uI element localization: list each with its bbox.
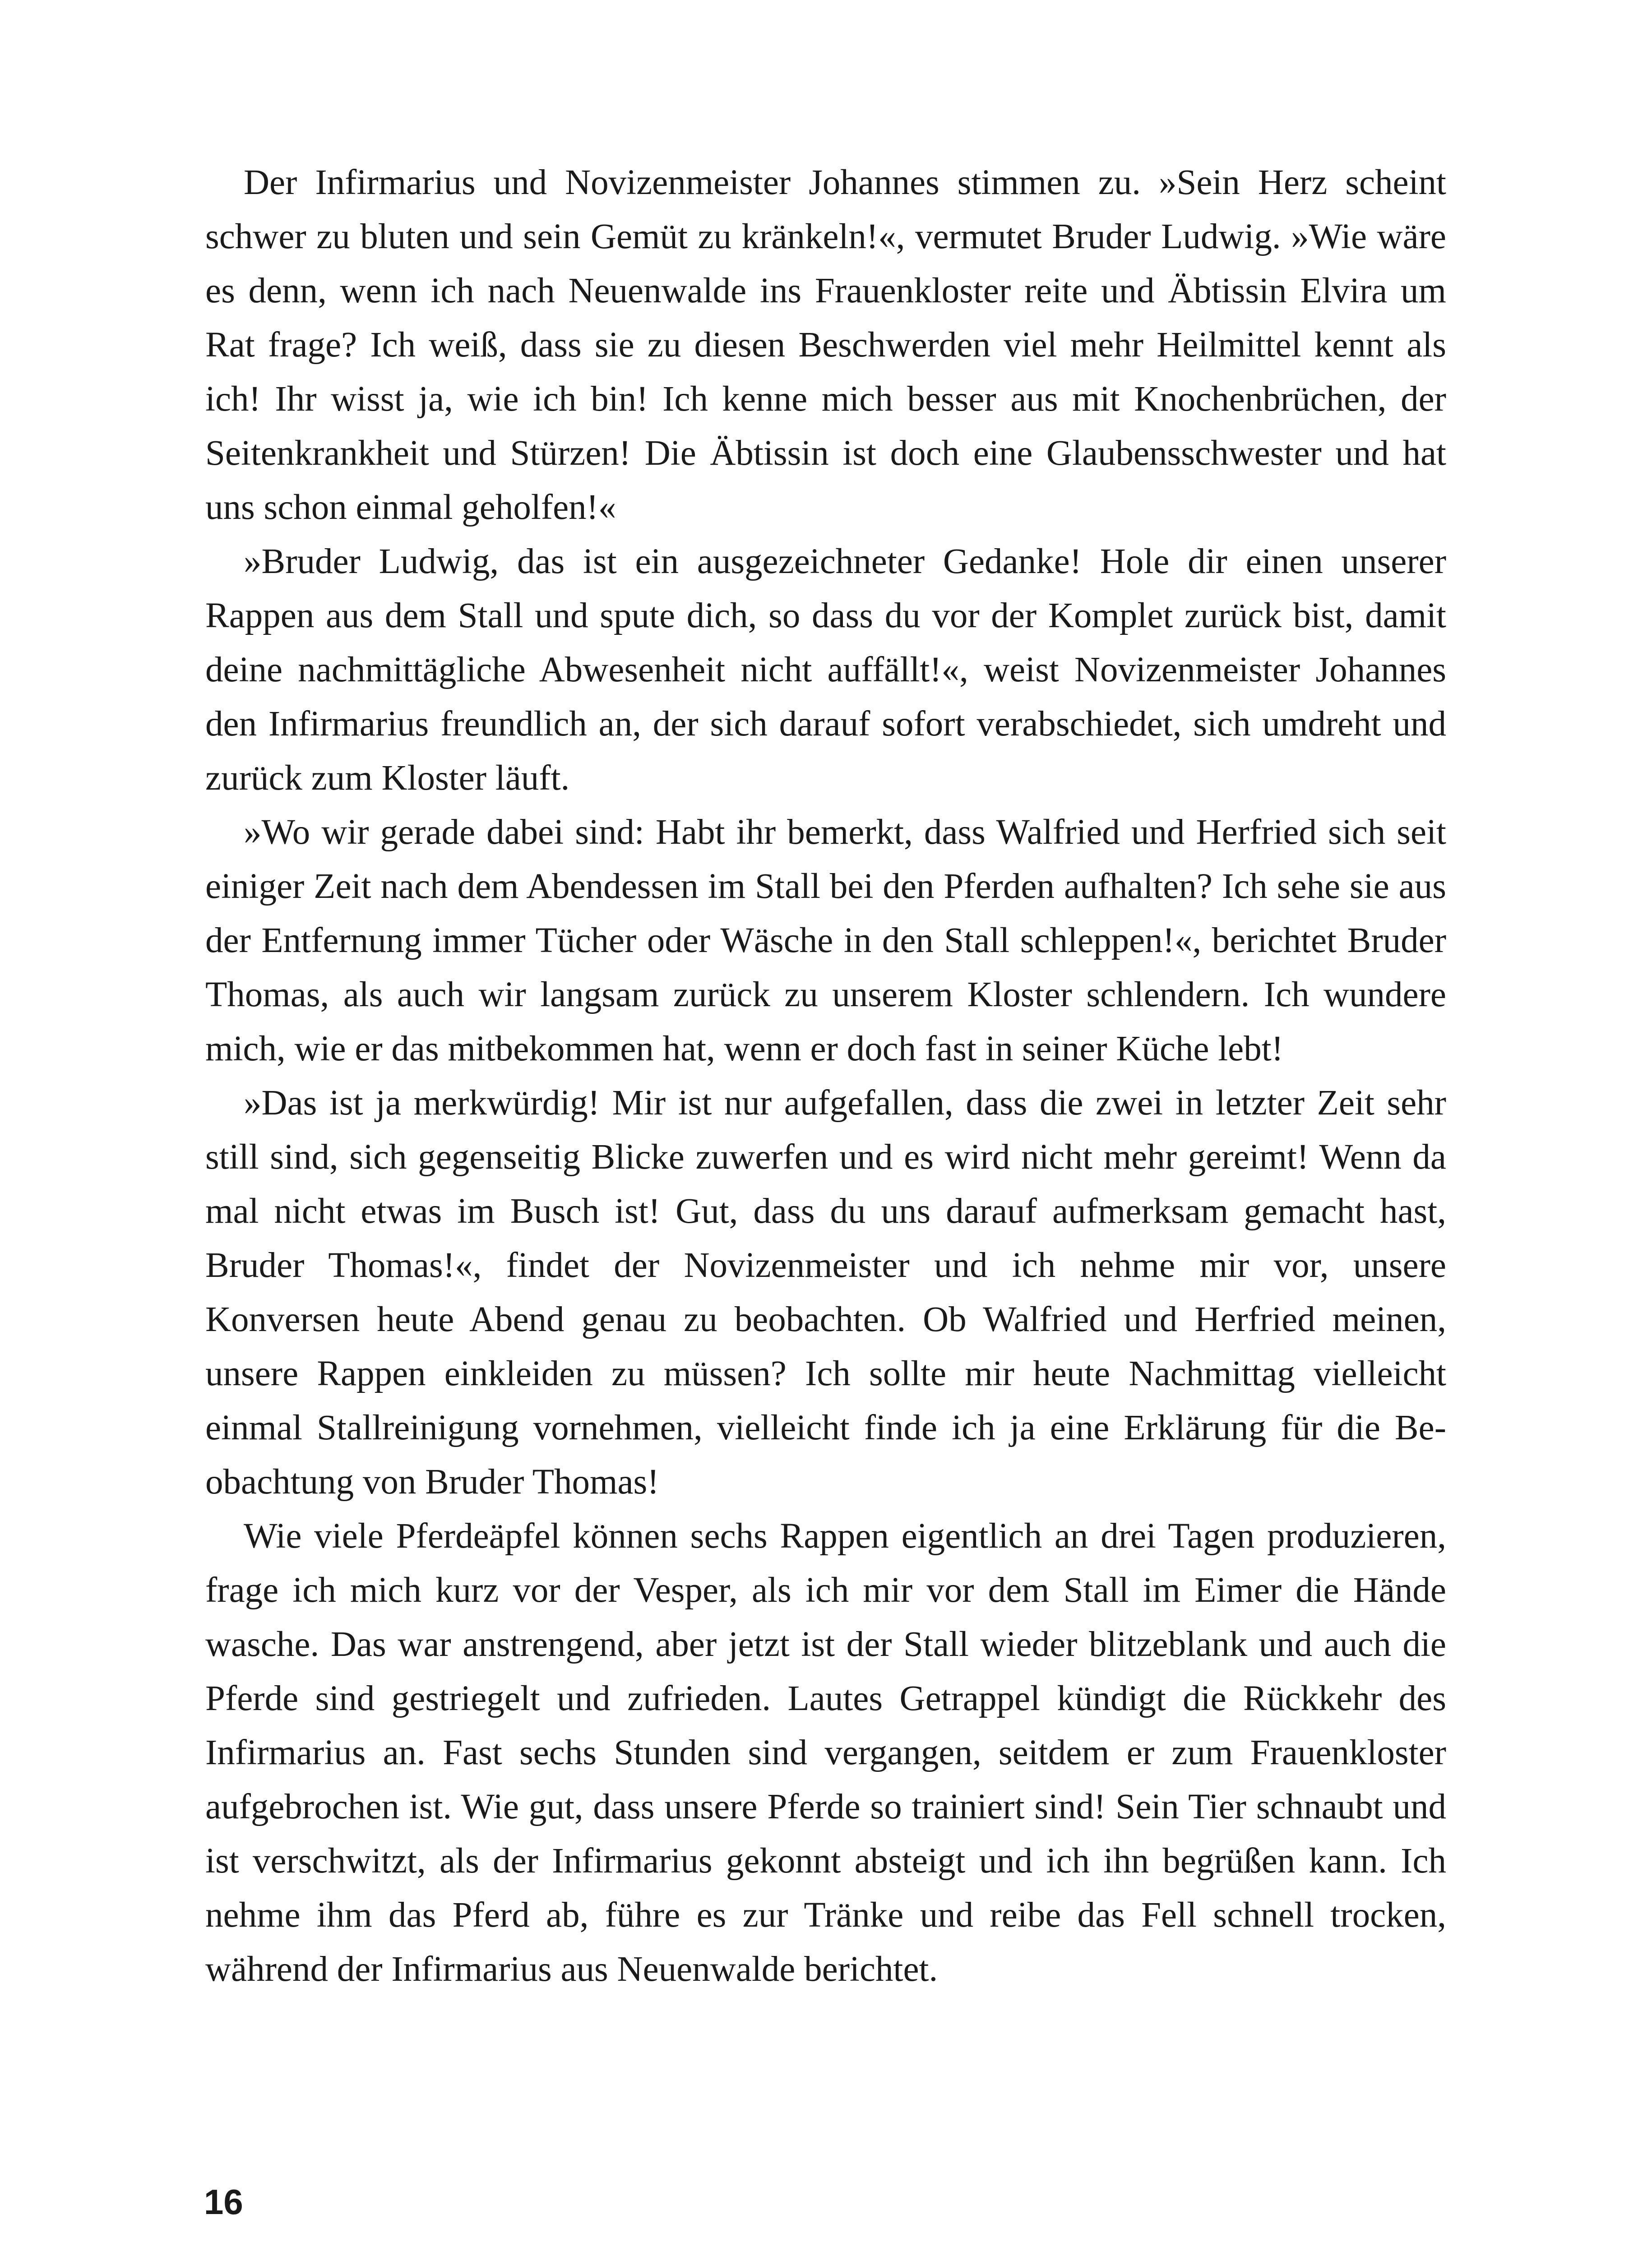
page-number: 16 — [204, 2182, 243, 2222]
paragraph-3: »Wo wir gerade dabei sind: Habt ihr bemerkt, dass Walfried und Herfried sich seit einiger Zeit nach dem Abendessen im Stall bei den Pferden aufhalten? Ich sehe sie aus der Entfernung immer Tücher oder Wäsche in den Stall schleppen!«, berichtet Bruder Thomas, als auch wir langsam zurück zu unserem Kloster schlendern. Ich wundere mich, wie er das mitbekommen hat, wenn er doch fast in seiner Küche lebt! — [205, 813, 1446, 1068]
paragraph-5: Wie viele Pferdeäpfel können sechs Rappen eigentlich an drei Tagen produzieren, frage ich mich kurz vor der Vesper, als ich mir vor dem Stall im Eimer die Hände wasche. Das war anstrengend, aber jetzt ist der Stall wieder blitzeblank und auch die Pferde sind gestriegelt und zufrieden. Lautes Getrappel kündigt die Rückkehr des Infirmarius an. Fast sechs Stunden sind vergangen, seitdem er zum Frauenkloster aufgebrochen ist. Wie gut, dass unsere Pferde so trainiert sind! Sein Tier schnaubt und ist verschwitzt, als der Infirmarius gekonnt absteigt und ich ihn begrüßen kann. Ich nehme ihm das Pferd ab, führe es zur Tränke und reibe das Fell schnell trocken, während der Infirmarius aus Neuenwalde berichtet. — [205, 1516, 1446, 1989]
paragraph-2: »Bruder Ludwig, das ist ein ausgezeichneter Gedanke! Hole dir einen unserer Rappen aus dem Stall und spute dich, so dass du vor der Komplet zurück bist, damit deine nachmittägliche Abwesenheit nicht auffällt!«, weist Novizenmeister Johannes den Infirmarius freundlich an, der sich darauf sofort verabschiedet, sich umdreht und zurück zum Kloster läuft. — [205, 542, 1446, 798]
body-text — [205, 156, 1446, 1997]
paragraph-4: »Das ist ja merkwürdig! Mir ist nur aufgefallen, dass die zwei in letzter Zeit sehr still sind, sich gegenseitig Blicke zuwerfen und es wird nicht mehr gereimt! Wenn da mal nicht etwas im Busch ist! Gut, dass du uns darauf aufmerksam gemacht hast, Bruder Thomas!«, findet der Novizenmeister und ich nehme mir vor, unsere Konversen heute Abend genau zu beobachten. Ob Walfried und Herfried meinen, unsere Rappen einkleiden zu müssen? Ich sollte mir heute Nachmittag vielleicht einmal Stallreinigung vornehmen, vielleicht finde ich ja eine Erklärung für die Beobachtung von Bruder Thomas! — [205, 1083, 1446, 1502]
paragraph-1: Der Infirmarius und Novizenmeister Johannes stimmen zu. »Sein Herz scheint schwer zu bluten und sein Gemüt zu kränkeln!«, vermutet Bruder Ludwig. »Wie wäre es denn, wenn ich nach Neuenwalde ins Frauenkloster reite und Äbtissin Elvira um Rat frage? Ich weiß, dass sie zu diesen Beschwerden viel mehr Heilmittel kennt als ich! Ihr wisst ja, wie ich bin! Ich kenne mich besser aus mit Knochenbrüchen, der Seitenkrankheit und Stürzen! Die Äbtissin ist doch eine Glaubensschwester und hat uns schon einmal geholfen!« — [205, 163, 1446, 527]
